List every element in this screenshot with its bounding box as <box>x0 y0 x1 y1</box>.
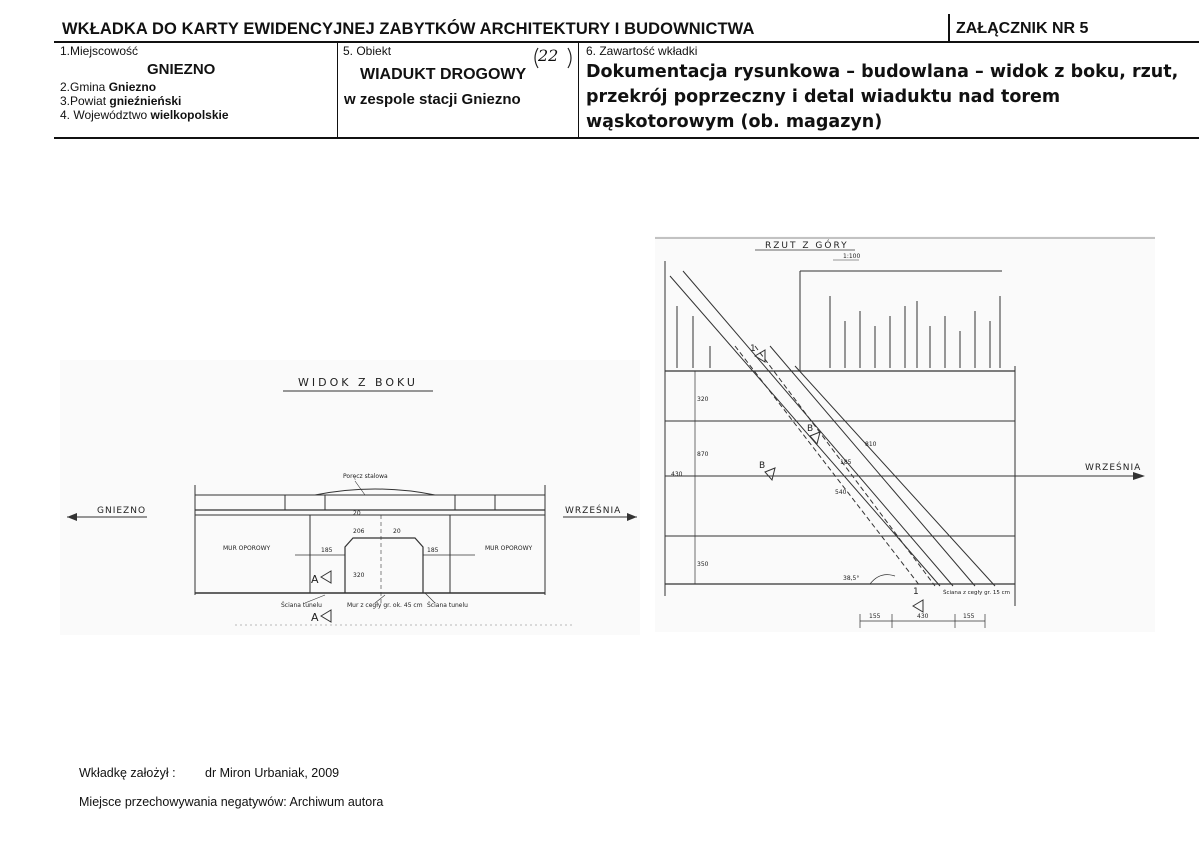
railing-note: Poręcz stalowa <box>343 473 388 480</box>
dim-350: 350 <box>697 561 709 568</box>
right-direction-label: WRZEŚNIA <box>565 506 622 516</box>
top-right-direction: WRZEŚNIA <box>1085 463 1142 473</box>
dim-540: 540 <box>835 489 847 496</box>
left-direction-label: GNIEZNO <box>97 506 147 516</box>
dim-c: 206 <box>353 528 365 535</box>
dim-155-left: 155 <box>869 613 881 620</box>
gmina-value: Gniezno <box>108 80 157 94</box>
info-bottom-rule <box>54 137 1199 139</box>
author-label: Wkładkę założył : <box>79 766 176 780</box>
top-view-drawing <box>655 236 1155 632</box>
wojewodztwo-label: 4. Województwo <box>60 108 148 122</box>
annex-label: ZAŁĄCZNIK NR 5 <box>956 20 1089 37</box>
dim-155-right: 155 <box>963 613 975 620</box>
brick-note: Mur z cegły gr. ok. 45 cm <box>347 602 423 609</box>
tunnel-left-note: Ściana tunelu <box>281 602 322 609</box>
dim-right: 185 <box>427 547 439 554</box>
object-subtitle: w zespole stacji Gniezno <box>344 91 521 108</box>
location-label: 1.Miejscowość <box>60 44 139 58</box>
section-b-label: B <box>807 424 814 434</box>
section-1-label-2: 1 <box>913 587 919 597</box>
section-1-label: 1 <box>750 344 756 354</box>
powiat-label: 3.Powiat <box>60 94 107 108</box>
object-title: WIADUKT DROGOWY <box>360 66 527 83</box>
dim-430-bottom: 430 <box>917 613 929 620</box>
left-wall-label: MUR OPOROWY <box>223 545 271 552</box>
column-divider-1 <box>337 43 338 137</box>
dim-b: 20 <box>393 528 401 535</box>
object-number: 22 <box>538 46 559 65</box>
author-name: dr Miron Urbaniak, 2009 <box>205 766 340 780</box>
dim-a: 20 <box>353 510 361 517</box>
top-view-title: RZUT Z GÓRY <box>765 241 849 251</box>
brick-wall-note: Ściana z cegły gr. 15 cm <box>943 590 1010 596</box>
city-name: GNIEZNO <box>147 61 216 78</box>
section-b-label-2: B <box>759 461 766 471</box>
tunnel-right-note: Ściana tunelu <box>427 602 468 609</box>
dim-430: 430 <box>671 471 683 478</box>
dim-d: 320 <box>353 572 365 579</box>
wojewodztwo-row <box>60 108 229 122</box>
document-title: WKŁADKA DO KARTY EWIDENCYJNEJ ZABYTKÓW ARCHITEKTURY I BUDOWNICTWA <box>62 20 755 38</box>
wojewodztwo-value: wielkopolskie <box>150 108 229 122</box>
content-label: 6. Zawartość wkładki <box>586 44 698 58</box>
dim-810: 810 <box>865 441 877 448</box>
content-description: Dokumentacja rysunkowa – budowlana – widok z boku, rzut, przekrój poprzeczny i detal wiaduktu nad torem wąskotorowym (ob. magazyn) <box>586 62 1179 132</box>
header-rule <box>54 41 1199 43</box>
angle-label: 38,5° <box>843 575 860 582</box>
right-wall-label: MUR OPOROWY <box>485 545 533 552</box>
column-divider-2 <box>578 43 579 137</box>
section-a-label-2: A <box>311 611 319 624</box>
top-view-scale: 1:100 <box>843 253 861 260</box>
dim-left: 185 <box>321 547 333 554</box>
gmina-label: 2.Gmina <box>60 80 106 94</box>
object-label: 5. Obiekt <box>343 44 392 58</box>
powiat-row <box>60 94 181 108</box>
powiat-value: gnieźnieński <box>109 94 182 108</box>
dim-185: 185 <box>840 459 852 466</box>
dim-870: 870 <box>697 451 709 458</box>
object-number-circle <box>532 44 574 72</box>
annex-divider <box>948 14 950 41</box>
storage-note: Miejsce przechowywania negatywów: Archiwum autora <box>79 795 384 809</box>
dim-320: 320 <box>697 396 709 403</box>
section-a-label: A <box>311 573 319 586</box>
side-view-title: WIDOK Z BOKU <box>298 376 418 389</box>
gmina-row <box>60 80 156 94</box>
side-view-drawing <box>55 355 645 640</box>
